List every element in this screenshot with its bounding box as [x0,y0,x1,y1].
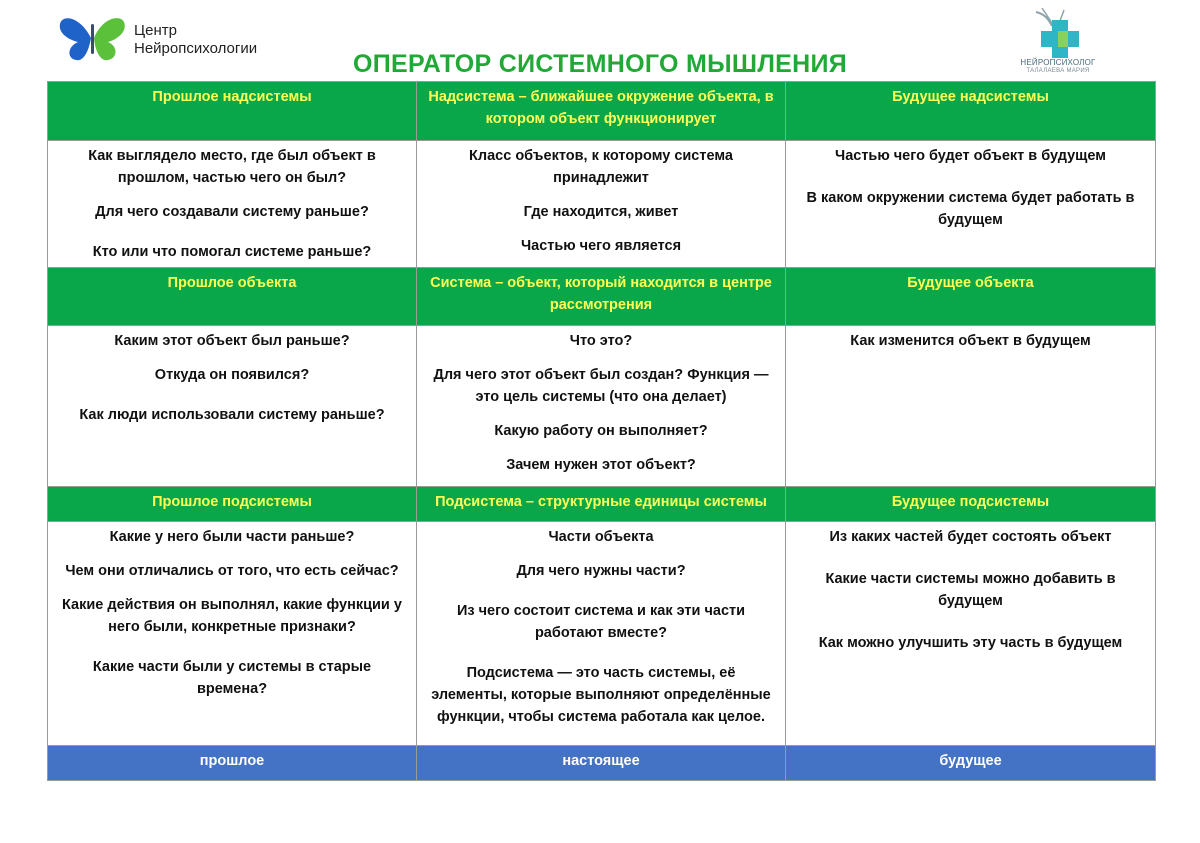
cell-text: Чем они отличались от того, что есть сейчас? [65,563,399,579]
cell-text: Для чего нужны части? [516,563,686,579]
table-row [48,522,1156,746]
header-supersystem-future: Будущее надсистемы [786,82,1156,141]
table-footer-row [48,746,1156,781]
cell-text: Как люди использовали систему раньше? [79,407,385,423]
cell-text: Частью чего будет объект в будущем [835,148,1106,164]
cell-text: Какие действия он выполнял, какие функции у него были, конкретные признаки? [62,597,402,635]
cell-text: Для чего этот объект был создан? Функция — это цель системы (что она делает) [433,367,769,405]
cell-subsystem-past [48,522,417,746]
logo-subcaption: ТАЛАЛАЕВА МАРИЯ [1026,68,1090,74]
page-title: ОПЕРАТОР СИСТЕМНОГО МЫШЛЕНИЯ [352,50,848,78]
cell-text: В каком окружении система будет работать в будущем [806,190,1135,228]
header-subsystem-past: Прошлое подсистемы [48,487,417,522]
system-operator-table [47,81,1156,781]
brand-name-line2: Нейропсихологии [134,40,258,57]
cell-text: Каким этот объект был раньше? [114,333,350,349]
cell-supersystem-future [786,141,1156,268]
footer-future: будущее [786,746,1156,781]
cell-text: Где находится, живет [523,204,679,220]
header-supersystem: Надсистема – ближайшее окружение объекта, в котором объект функционирует [417,82,786,141]
table-header-row [48,268,1156,326]
header-supersystem-past: Прошлое надсистемы [48,82,417,141]
cell-text: Какие части системы можно добавить в будущем [825,571,1116,609]
cell-text: Частью чего является [520,238,682,254]
cell-text: Как можно улучшить эту часть в будущем [818,635,1123,651]
brand-name-line1: Центр [134,22,177,39]
cell-text: Из чего состоит система и как эти части работают вместе? [456,603,746,641]
cell-system [417,326,786,487]
cell-text: Зачем нужен этот объект? [506,457,696,473]
cell-text: Части объекта [548,529,654,545]
cell-text: Подсистема — это часть системы, её элементы, которые выполняют определённые функции, чтобы система работала как целое. [431,665,771,725]
header-object-past: Прошлое объекта [48,268,417,326]
table-row [48,141,1156,268]
cell-subsystem [417,522,786,746]
cell-object-past [48,326,417,487]
header-system: Система – объект, который находится в центре рассмотрения [417,268,786,326]
cell-supersystem-past [48,141,417,268]
cell-text: Класс объектов, к которому система принадлежит [469,148,733,186]
header-subsystem-future: Будущее подсистемы [786,487,1156,522]
table-header-row [48,487,1156,522]
header-subsystem: Подсистема – структурные единицы системы [417,487,786,522]
footer-present: настоящее [417,746,786,781]
cell-text: Какие у него были части раньше? [109,529,355,545]
footer-past: прошлое [48,746,417,781]
header-object-future: Будущее объекта [786,268,1156,326]
logo-caption: НЕЙРОПСИХОЛОГ [1020,58,1096,67]
cell-text: Что это? [569,333,633,349]
cell-supersystem [417,141,786,268]
cell-text: Кто или что помогал системе раньше? [92,244,372,260]
cell-text: Как изменится объект в будущем [850,333,1091,349]
cell-text: Откуда он появился? [154,367,310,383]
cell-text: Из каких частей будет состоять объект [829,529,1112,545]
cell-object-future [786,326,1156,487]
table-row [48,326,1156,487]
cell-text: Какую работу он выполняет? [494,423,708,439]
cell-text: Какие части были у системы в старые времена? [92,659,372,697]
cell-subsystem-future [786,522,1156,746]
cell-text: Для чего создавали систему раньше? [95,204,369,220]
table-header-row [48,82,1156,141]
cell-text: Как выглядело место, где был объект в прошлом, частью чего он был? [88,148,376,186]
